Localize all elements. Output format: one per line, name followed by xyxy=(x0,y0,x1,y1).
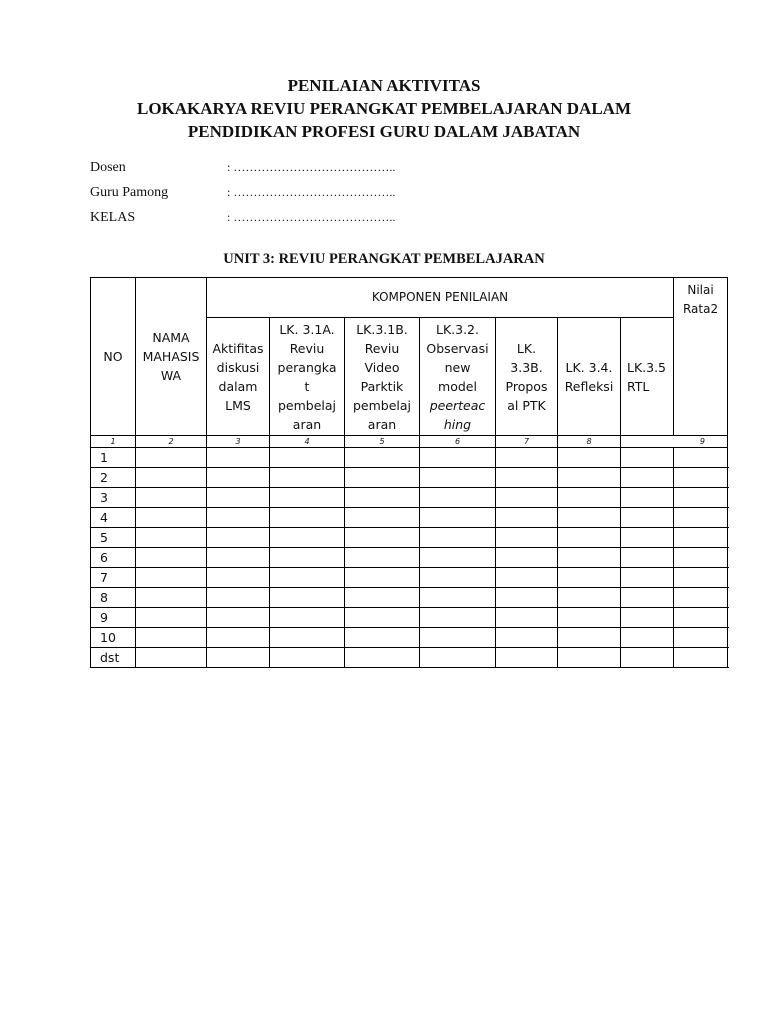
component-line: aran xyxy=(292,416,322,432)
dosen-row xyxy=(90,157,395,182)
component-header-lk-3-3b xyxy=(496,318,558,436)
component-line: aran xyxy=(367,416,397,432)
component-header-lms xyxy=(207,318,270,436)
score-cell xyxy=(420,448,496,468)
column-number: 4 xyxy=(270,436,345,448)
guru-pamong-value: : ………………………………….. xyxy=(227,185,396,199)
component-line: Reviu xyxy=(289,340,325,356)
score-cell xyxy=(420,648,496,668)
no-header: NO xyxy=(91,278,136,436)
table-row xyxy=(91,548,728,568)
score-cell xyxy=(420,508,496,528)
nama-cell xyxy=(136,608,207,628)
nilai-header-line: Nilai xyxy=(687,283,714,297)
row-number: 10 xyxy=(91,628,136,648)
kelas-row xyxy=(90,207,395,232)
nilai-cell xyxy=(674,588,728,608)
score-cell xyxy=(420,468,496,488)
score-cell xyxy=(270,648,345,668)
column-number-row xyxy=(91,436,728,448)
nama-cell xyxy=(136,648,207,668)
score-cell xyxy=(207,628,270,648)
dosen-label: Dosen xyxy=(90,160,126,175)
nama-header xyxy=(136,278,207,436)
component-line: LK.3.5 xyxy=(627,359,667,375)
component-line: t xyxy=(304,378,310,394)
table-row xyxy=(91,488,728,508)
score-cell xyxy=(496,568,558,588)
score-cell xyxy=(207,508,270,528)
component-line: Propos xyxy=(505,378,548,394)
component-line-italic: hing xyxy=(443,416,472,432)
component-line: perangka xyxy=(277,359,337,375)
score-cell xyxy=(558,568,621,588)
row-number: 9 xyxy=(91,608,136,628)
score-cell xyxy=(621,608,674,628)
component-line: Refleksi xyxy=(564,378,614,394)
score-cell xyxy=(270,548,345,568)
score-cell xyxy=(496,448,558,468)
score-cell xyxy=(345,608,420,628)
column-number: 7 xyxy=(496,436,558,448)
score-cell xyxy=(621,648,674,668)
score-cell xyxy=(270,448,345,468)
component-line-italic: peerteac xyxy=(429,397,486,413)
score-cell xyxy=(207,588,270,608)
component-line: al PTK xyxy=(507,397,546,413)
column-number: 1 xyxy=(91,436,136,448)
nama-cell xyxy=(136,628,207,648)
score-cell xyxy=(270,528,345,548)
nilai-cell xyxy=(674,628,728,648)
column-number: 9 xyxy=(621,436,728,448)
score-cell xyxy=(207,528,270,548)
nilai-cell xyxy=(674,568,728,588)
guru-pamong-label: Guru Pamong xyxy=(90,185,169,200)
component-line: diskusi xyxy=(216,359,260,375)
score-cell xyxy=(345,488,420,508)
score-cell xyxy=(270,608,345,628)
score-cell xyxy=(270,568,345,588)
score-cell xyxy=(420,608,496,628)
component-header-lk-3-4 xyxy=(558,318,621,436)
page-title xyxy=(0,74,768,143)
score-cell xyxy=(558,528,621,548)
score-cell xyxy=(558,588,621,608)
score-cell xyxy=(621,468,674,488)
nilai-cell xyxy=(674,488,728,508)
nama-cell xyxy=(136,468,207,488)
score-cell xyxy=(558,608,621,628)
nilai-cell xyxy=(674,508,728,528)
score-cell xyxy=(558,628,621,648)
nilai-cell xyxy=(674,468,728,488)
score-cell xyxy=(621,588,674,608)
data-rows xyxy=(91,448,728,668)
component-line: pembelaj xyxy=(352,397,412,413)
score-cell xyxy=(207,488,270,508)
score-cell xyxy=(496,468,558,488)
component-line: LK.3.1B. xyxy=(356,321,408,337)
score-cell xyxy=(270,588,345,608)
score-cell xyxy=(345,508,420,528)
score-cell xyxy=(621,488,674,508)
component-line: new xyxy=(444,359,471,375)
component-header-lk-3-5 xyxy=(621,318,674,436)
column-number: 3 xyxy=(207,436,270,448)
score-cell xyxy=(558,648,621,668)
assessment-table xyxy=(90,277,728,668)
component-line: LK.3.2. xyxy=(436,321,479,337)
score-cell xyxy=(621,548,674,568)
nama-cell xyxy=(136,448,207,468)
component-header-lk-3-1b xyxy=(345,318,420,436)
column-number: 6 xyxy=(420,436,496,448)
score-cell xyxy=(420,548,496,568)
table-row xyxy=(91,588,728,608)
score-cell xyxy=(420,488,496,508)
row-number: 3 xyxy=(91,488,136,508)
guru-pamong-row xyxy=(90,182,395,207)
table-row xyxy=(91,648,728,668)
component-line: dalam xyxy=(218,378,258,394)
row-number: 4 xyxy=(91,508,136,528)
nama-cell xyxy=(136,588,207,608)
nilai-header xyxy=(674,278,728,436)
nama-cell xyxy=(136,528,207,548)
score-cell xyxy=(558,448,621,468)
score-cell xyxy=(345,648,420,668)
score-cell xyxy=(621,568,674,588)
component-line: RTL xyxy=(627,378,650,394)
nama-cell xyxy=(136,568,207,588)
component-line: pembelaj xyxy=(277,397,337,413)
score-cell xyxy=(207,448,270,468)
component-line: LK. xyxy=(516,340,537,356)
nilai-header-line: Rata2 xyxy=(682,302,719,316)
title-line-2: LOKAKARYA REVIU PERANGKAT PEMBELAJARAN DALAM xyxy=(136,99,631,118)
score-cell xyxy=(496,588,558,608)
table-row xyxy=(91,448,728,468)
row-number: 6 xyxy=(91,548,136,568)
dosen-value: : ………………………………….. xyxy=(227,160,396,174)
score-cell xyxy=(207,648,270,668)
score-cell xyxy=(496,488,558,508)
score-cell xyxy=(420,588,496,608)
component-line: LK. 3.4. xyxy=(565,359,613,375)
score-cell xyxy=(345,628,420,648)
score-cell xyxy=(621,508,674,528)
score-cell xyxy=(207,468,270,488)
header-info xyxy=(90,157,395,232)
row-number: 7 xyxy=(91,568,136,588)
score-cell xyxy=(558,508,621,528)
nama-header-line: MAHASIS xyxy=(142,349,200,364)
nama-cell xyxy=(136,548,207,568)
column-number: 2 xyxy=(136,436,207,448)
score-cell xyxy=(345,528,420,548)
nilai-cell xyxy=(674,608,728,628)
score-cell xyxy=(207,548,270,568)
score-cell xyxy=(420,528,496,548)
score-cell xyxy=(345,448,420,468)
title-line-3: PENDIDIKAN PROFESI GURU DALAM JABATAN xyxy=(187,122,581,141)
score-cell xyxy=(558,488,621,508)
score-cell xyxy=(496,648,558,668)
component-line: Video xyxy=(364,359,400,375)
score-cell xyxy=(270,628,345,648)
kelas-value: : ………………………………….. xyxy=(227,210,396,224)
score-cell xyxy=(496,528,558,548)
component-line: Aktifitas xyxy=(212,340,264,356)
score-cell xyxy=(270,468,345,488)
row-number: 8 xyxy=(91,588,136,608)
component-line: Observasi xyxy=(426,340,489,356)
nama-cell xyxy=(136,508,207,528)
nilai-cell xyxy=(674,648,728,668)
component-line: 3.3B. xyxy=(510,359,543,375)
component-line: Parktik xyxy=(360,378,404,394)
nama-cell xyxy=(136,488,207,508)
component-line: LK. 3.1A. xyxy=(279,321,335,337)
row-number: 2 xyxy=(91,468,136,488)
score-cell xyxy=(420,628,496,648)
component-line: Reviu xyxy=(364,340,400,356)
score-cell xyxy=(270,508,345,528)
score-cell xyxy=(558,468,621,488)
score-cell xyxy=(496,628,558,648)
score-cell xyxy=(621,528,674,548)
score-cell xyxy=(345,588,420,608)
score-cell xyxy=(621,628,674,648)
title-line-1: PENILAIAN AKTIVITAS xyxy=(287,76,481,95)
column-number: 8 xyxy=(558,436,621,448)
component-line: model xyxy=(438,378,477,394)
score-cell xyxy=(621,448,674,468)
row-number: 5 xyxy=(91,528,136,548)
nilai-cell xyxy=(674,448,728,468)
table-row xyxy=(91,508,728,528)
score-cell xyxy=(345,568,420,588)
nilai-cell xyxy=(674,528,728,548)
score-cell xyxy=(270,488,345,508)
row-number: dst xyxy=(91,648,136,668)
score-cell xyxy=(207,608,270,628)
table-row xyxy=(91,608,728,628)
score-cell xyxy=(558,548,621,568)
score-cell xyxy=(496,508,558,528)
score-cell xyxy=(207,568,270,588)
unit-title: UNIT 3: REVIU PERANGKAT PEMBELAJARAN xyxy=(223,251,545,267)
kelas-label: KELAS xyxy=(90,210,136,225)
table-row xyxy=(91,468,728,488)
table-row xyxy=(91,568,728,588)
score-cell xyxy=(420,568,496,588)
score-cell xyxy=(496,608,558,628)
komponen-header: KOMPONEN PENILAIAN xyxy=(207,278,674,318)
component-header-lk-3-2 xyxy=(420,318,496,436)
component-line: LMS xyxy=(225,397,251,413)
component-header-lk-3-1a xyxy=(270,318,345,436)
score-cell xyxy=(345,548,420,568)
score-cell xyxy=(496,548,558,568)
table-row xyxy=(91,628,728,648)
nilai-cell xyxy=(674,548,728,568)
score-cell xyxy=(345,468,420,488)
nama-header-line: WA xyxy=(160,368,182,383)
table-row xyxy=(91,528,728,548)
nama-header-line: NAMA xyxy=(152,330,190,345)
row-number: 1 xyxy=(91,448,136,468)
column-number: 5 xyxy=(345,436,420,448)
